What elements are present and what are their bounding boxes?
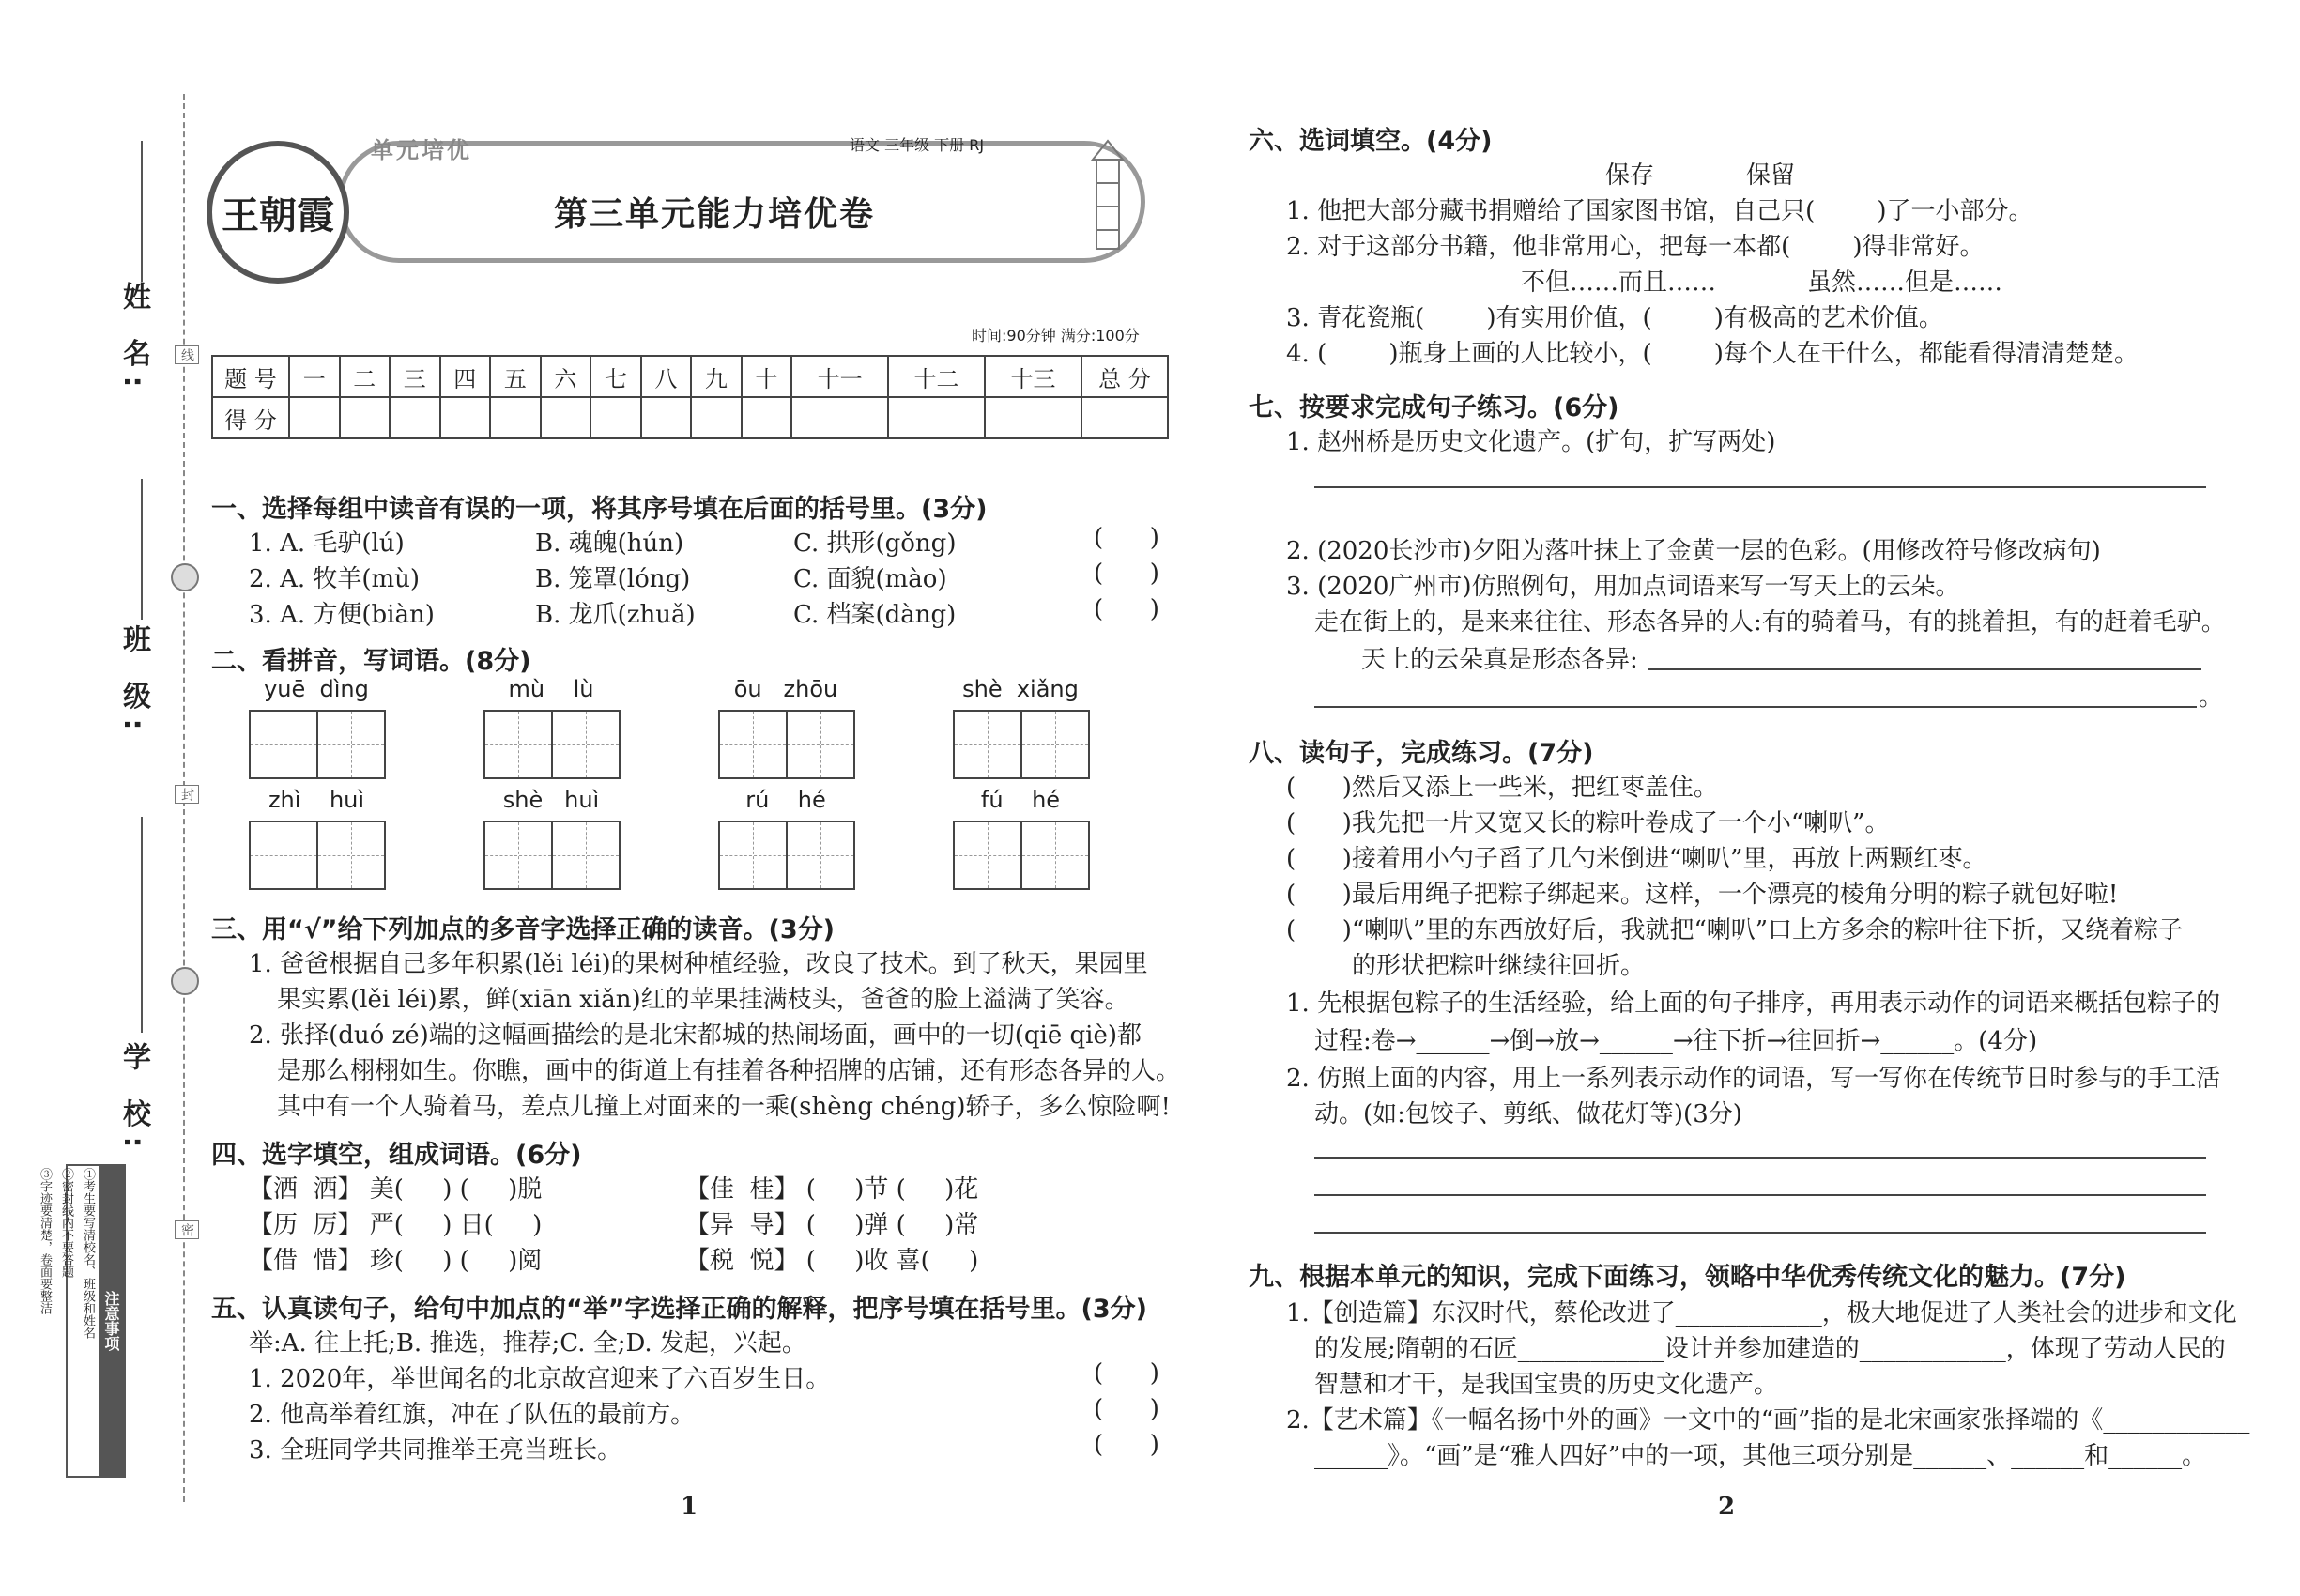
score-input[interactable]	[541, 397, 591, 438]
q6-word-2: 保留	[1746, 161, 1796, 190]
binder-hole-bottom	[171, 967, 199, 995]
score-input[interactable]	[1081, 397, 1168, 438]
q1-r3-answer[interactable]: ( )	[1094, 595, 1159, 623]
score-cell: 八	[641, 356, 692, 397]
q7-item-3: 3. (2020广州市)仿照例句，用加点词语来写一写天上的云朵。	[1286, 573, 1960, 601]
brand-logo: 王朝霞	[207, 141, 349, 284]
q4-left-2[interactable]: 【历 厉】 严( ) 日( )	[249, 1211, 543, 1239]
q2-pinyin-3: ōu zhōu	[733, 676, 838, 702]
q2-pinyin-1: yuē dìng	[264, 676, 369, 702]
q4-right-1[interactable]: 【佳 桂】 ( )节 ( )花	[685, 1175, 979, 1204]
q8-task-2-line-1: 2. 仿照上面的内容，用上一系列表示动作的词语，写一写你在传统节日时参与的手工活	[1286, 1065, 2221, 1093]
q4-title: 四、选字填空，组成词语。(6分)	[211, 1141, 582, 1170]
binder-hole-top	[171, 563, 199, 591]
q8-answer-line-1[interactable]	[1314, 1157, 2206, 1159]
score-input[interactable]	[289, 397, 340, 438]
q4-right-2[interactable]: 【异 导】 ( )弹 ( )常	[685, 1211, 979, 1239]
name-label: 姓 名:	[117, 282, 150, 397]
q6-title: 六、选词填空。(4分)	[1249, 127, 1493, 156]
q1-r1-a: 1. A. 毛驴(lú)	[249, 529, 405, 558]
score-input[interactable]	[742, 397, 792, 438]
q5-title: 五、认真读句子，给句中加点的“举”字选择正确的解释，把序号填在括号里。(3分)	[211, 1295, 1147, 1324]
q2-title: 二、看拼音，写词语。(8分)	[211, 647, 531, 676]
score-cell: 题 号	[212, 356, 289, 397]
q8-sentence-2[interactable]: ( )我先把一片又宽又长的粽叶卷成了一个小“喇叭”。	[1286, 809, 1890, 837]
q2-grid-2[interactable]	[483, 710, 621, 779]
score-cell: 二	[340, 356, 391, 397]
score-cell: 七	[590, 356, 641, 397]
q1-title: 一、选择每组中读音有误的一项，将其序号填在后面的括号里。(3分)	[211, 495, 988, 524]
q5-row-2: 2. 他高举着红旗，冲在了队伍的最前方。	[249, 1401, 696, 1429]
q2-pinyin-7: rú hé	[745, 787, 826, 813]
q2-grid-7[interactable]	[718, 821, 855, 890]
score-cell: 总 分	[1081, 356, 1168, 397]
q5-meaning: 举:A. 往上托;B. 推选，推荐;C. 全;D. 发起，兴起。	[249, 1329, 806, 1358]
q7-title: 七、按要求完成句子练习。(6分)	[1249, 393, 1619, 422]
q8-task-1-line-2[interactable]: 过程:卷→______→倒→放→______→往下折→往回折→______。(4分)	[1314, 1027, 2038, 1055]
page-number-2: 2	[1718, 1493, 1736, 1521]
q7-item-1: 1. 赵州桥是历史文化遗产。(扩句，扩写两处)	[1286, 428, 1776, 456]
q7-answer-line-1[interactable]	[1314, 486, 2206, 488]
score-cell: 十一	[791, 356, 888, 397]
q1-r2-c: C. 面貌(mào)	[793, 565, 947, 593]
q5-r3-answer[interactable]: ( )	[1094, 1431, 1159, 1459]
q9-line-5[interactable]: ______》。“画”是“雅人四好”中的一项，其他三项分别是______、______和______。	[1314, 1442, 2207, 1470]
q6-line-1[interactable]: 1. 他把大部分藏书捐赠给了国家图书馆，自己只( )了一小部分。	[1286, 197, 2033, 225]
score-cell: 一	[289, 356, 340, 397]
seal-tag-line: 线	[175, 345, 199, 364]
class-label: 班 级:	[117, 624, 150, 740]
q9-line-2[interactable]: 的发展;隋朝的石匠____________设计并参加建造的____________，体现了劳动人民的	[1314, 1335, 2226, 1363]
q2-pinyin-8: fú hé	[980, 787, 1061, 813]
notice-item-1: ①考生要写清校名、班级和姓名	[81, 1168, 95, 1339]
score-input[interactable]	[340, 397, 391, 438]
score-input[interactable]	[590, 397, 641, 438]
q3-line-5: 其中有一个人骑着马，差点儿撞上对面来的一乘(shèng chéng)轿子，多么惊险啊!	[277, 1093, 1171, 1121]
q8-sentence-5[interactable]: ( )“喇叭”里的东西放好后，我就把“喇叭”口上方多余的粽叶往下折，又绕着粽子	[1286, 916, 2184, 944]
q1-r2-b: B. 笼罩(lóng)	[535, 565, 691, 593]
q2-grid-6[interactable]	[483, 821, 621, 890]
q1-r2-a: 2. A. 牧羊(mù)	[249, 565, 421, 593]
score-input[interactable]	[985, 397, 1081, 438]
score-table-header-row	[212, 356, 1168, 397]
q4-left-1[interactable]: 【洒 洒】 美( ) ( )脱	[249, 1175, 543, 1204]
q2-grid-8[interactable]	[953, 821, 1090, 890]
seal-tag-secret: 密	[175, 1220, 199, 1239]
q4-left-3[interactable]: 【借 惜】 珍( ) ( )阅	[249, 1247, 543, 1275]
q2-pinyin-6: shè huì	[502, 787, 600, 813]
notice-item-3: ③字迹要清楚，卷面要整洁	[38, 1168, 52, 1314]
q1-r2-answer[interactable]: ( )	[1094, 560, 1159, 588]
score-cell: 十二	[888, 356, 985, 397]
q1-r3-c: C. 档案(dàng)	[793, 601, 957, 629]
q2-pinyin-2: mù lù	[508, 676, 594, 702]
q1-r1-answer[interactable]: ( )	[1094, 524, 1159, 552]
q7-example: 走在街上的，是来来往往、形态各异的人:有的骑着马，有的挑着担，有的赶着毛驴。	[1314, 608, 2226, 637]
score-table-score-row	[212, 397, 1168, 438]
school-field[interactable]	[141, 817, 143, 1033]
q6-word-1: 保存	[1605, 161, 1655, 190]
score-input[interactable]	[691, 397, 742, 438]
seal-tag-seal: 封	[175, 785, 199, 804]
class-field[interactable]	[141, 479, 143, 620]
school-label: 学 校:	[117, 1042, 150, 1158]
score-input[interactable]	[888, 397, 985, 438]
score-input[interactable]	[641, 397, 692, 438]
score-input[interactable]	[440, 397, 491, 438]
notice-item-2: ②密封线内不要答题	[59, 1168, 73, 1278]
score-row-label: 得 分	[212, 397, 289, 438]
q2-grid-1[interactable]	[249, 710, 386, 779]
lighthouse-icon	[1080, 131, 1136, 253]
unit-badge: 单元培优	[371, 137, 472, 163]
q7-item-2: 2. (2020长沙市)夕阳为落叶抹上了金黄一层的色彩。(用修改符号修改病句)	[1286, 537, 2101, 565]
q1-r3-a: 3. A. 方便(biàn)	[249, 601, 435, 629]
q7-answer-line-2[interactable]	[1648, 668, 2201, 670]
score-cell: 四	[440, 356, 491, 397]
q2-grid-5[interactable]	[249, 821, 386, 890]
q9-line-3: 智慧和才干，是我国宝贵的历史文化遗产。	[1314, 1371, 1779, 1399]
score-cell: 三	[390, 356, 440, 397]
q3-line-4: 是那么栩栩如生。你瞧，画中的街道上有挂着各种招牌的店铺，还有形态各异的人。	[277, 1057, 1181, 1085]
q9-line-4[interactable]: 2.【艺术篇】《一幅名扬中外的画》一文中的“画”指的是北宋画家张择端的《____________	[1286, 1406, 2250, 1435]
time-info: 时间:90分钟 满分:100分	[972, 327, 1140, 345]
q1-r1-b: B. 魂魄(hún)	[535, 529, 684, 558]
q6-word-4: 虽然……但是……	[1807, 269, 2003, 297]
score-table	[211, 355, 1169, 439]
score-cell: 五	[490, 356, 541, 397]
q5-r2-answer[interactable]: ( )	[1094, 1395, 1159, 1423]
score-input[interactable]	[490, 397, 541, 438]
q7-prompt: 天上的云朵真是形态各异:	[1361, 646, 1638, 674]
q2-pinyin-5: zhì huì	[268, 787, 365, 813]
q8-answer-line-3[interactable]	[1314, 1232, 2206, 1234]
score-cell: 六	[541, 356, 591, 397]
book-meta: 语文 三年级 下册 RJ	[850, 136, 985, 154]
page-title: 第三单元能力培优卷	[554, 195, 876, 234]
q2-grid-4[interactable]	[953, 710, 1090, 779]
q8-task-2-line-2: 动。(如:包饺子、剪纸、做花灯等)(3分)	[1314, 1100, 1742, 1128]
q1-r1-c: C. 拱形(gǒng)	[793, 529, 957, 558]
score-cell: 十三	[985, 356, 1081, 397]
q6-line-4[interactable]: 4. ( )瓶身上画的人比较小，( )每个人在干什么，都能看得清清楚楚。	[1286, 340, 2139, 368]
q6-line-3[interactable]: 3. 青花瓷瓶( )有实用价值，( )有极高的艺术价值。	[1286, 304, 1943, 332]
q8-sentence-5-cont: 的形状把粽叶继续往回折。	[1352, 952, 1646, 980]
score-cell: 十	[742, 356, 792, 397]
q3-line-1: 1. 爸爸根据自己多年积累(lěi léi)的果树种植经验，改良了技术。到了秋天，果园里	[249, 950, 1148, 978]
score-input[interactable]	[390, 397, 440, 438]
notice-title: 注意事项	[99, 1166, 124, 1476]
q9-line-1[interactable]: 1.【创造篇】东汉时代，蔡伦改进了____________，极大地促进了人类社会的进步和文化	[1286, 1299, 2237, 1327]
q8-sentence-3[interactable]: ( )接着用小勺子舀了几勺米倒进“喇叭”里，再放上两颗红枣。	[1286, 845, 1987, 873]
name-field[interactable]	[141, 141, 143, 282]
notice-box	[38, 1164, 126, 1478]
q8-title: 八、读句子，完成练习。(7分)	[1249, 739, 1594, 768]
q9-title: 九、根据本单元的知识，完成下面练习，领略中华优秀传统文化的魅力。(7分)	[1249, 1263, 2126, 1292]
q8-sentence-4[interactable]: ( )最后用绳子把粽子绑起来。这样，一个漂亮的棱角分明的粽子就包好啦!	[1286, 881, 2119, 909]
page-number-1: 1	[681, 1493, 698, 1521]
q5-row-3: 3. 全班同学共同推举王亮当班长。	[249, 1436, 622, 1465]
q3-line-3: 2. 张择(duó zé)端的这幅画描绘的是北宋都城的热闹场面，画中的一切(qiē qiè)都	[249, 1021, 1142, 1050]
q6-word-3: 不但……而且……	[1521, 269, 1717, 297]
q5-row-1: 1. 2020年，举世闻名的北京故宫迎来了六百岁生日。	[249, 1365, 831, 1393]
q7-answer-line-3[interactable]	[1314, 706, 2197, 708]
q7-end-mark: 。	[2199, 683, 2224, 712]
q2-grid-3[interactable]	[718, 710, 855, 779]
q4-right-3[interactable]: 【税 悦】 ( )收 喜( )	[685, 1247, 979, 1275]
q8-sentence-1[interactable]: ( )然后又添上一些米，把红枣盖住。	[1286, 774, 1718, 802]
q1-r3-b: B. 龙爪(zhuǎ)	[535, 601, 696, 629]
score-input[interactable]	[791, 397, 888, 438]
score-cell: 九	[691, 356, 742, 397]
q3-title: 三、用“√”给下列加点的多音字选择正确的读音。(3分)	[211, 915, 835, 944]
q8-task-1-line-1: 1. 先根据包粽子的生活经验，给上面的句子排序，再用表示动作的词语来概括包粽子的	[1286, 990, 2221, 1018]
q8-answer-line-2[interactable]	[1314, 1194, 2206, 1196]
q3-line-2: 果实累(lěi léi)累，鲜(xiān xiǎn)红的苹果挂满枝头，爸爸的脸上溢满了笑容。	[277, 986, 1129, 1014]
q5-r1-answer[interactable]: ( )	[1094, 1359, 1159, 1388]
q6-line-2[interactable]: 2. 对于这部分书籍，他非常用心，把每一本都( )得非常好。	[1286, 233, 1985, 261]
q2-pinyin-4: shè xiǎng	[962, 676, 1079, 702]
